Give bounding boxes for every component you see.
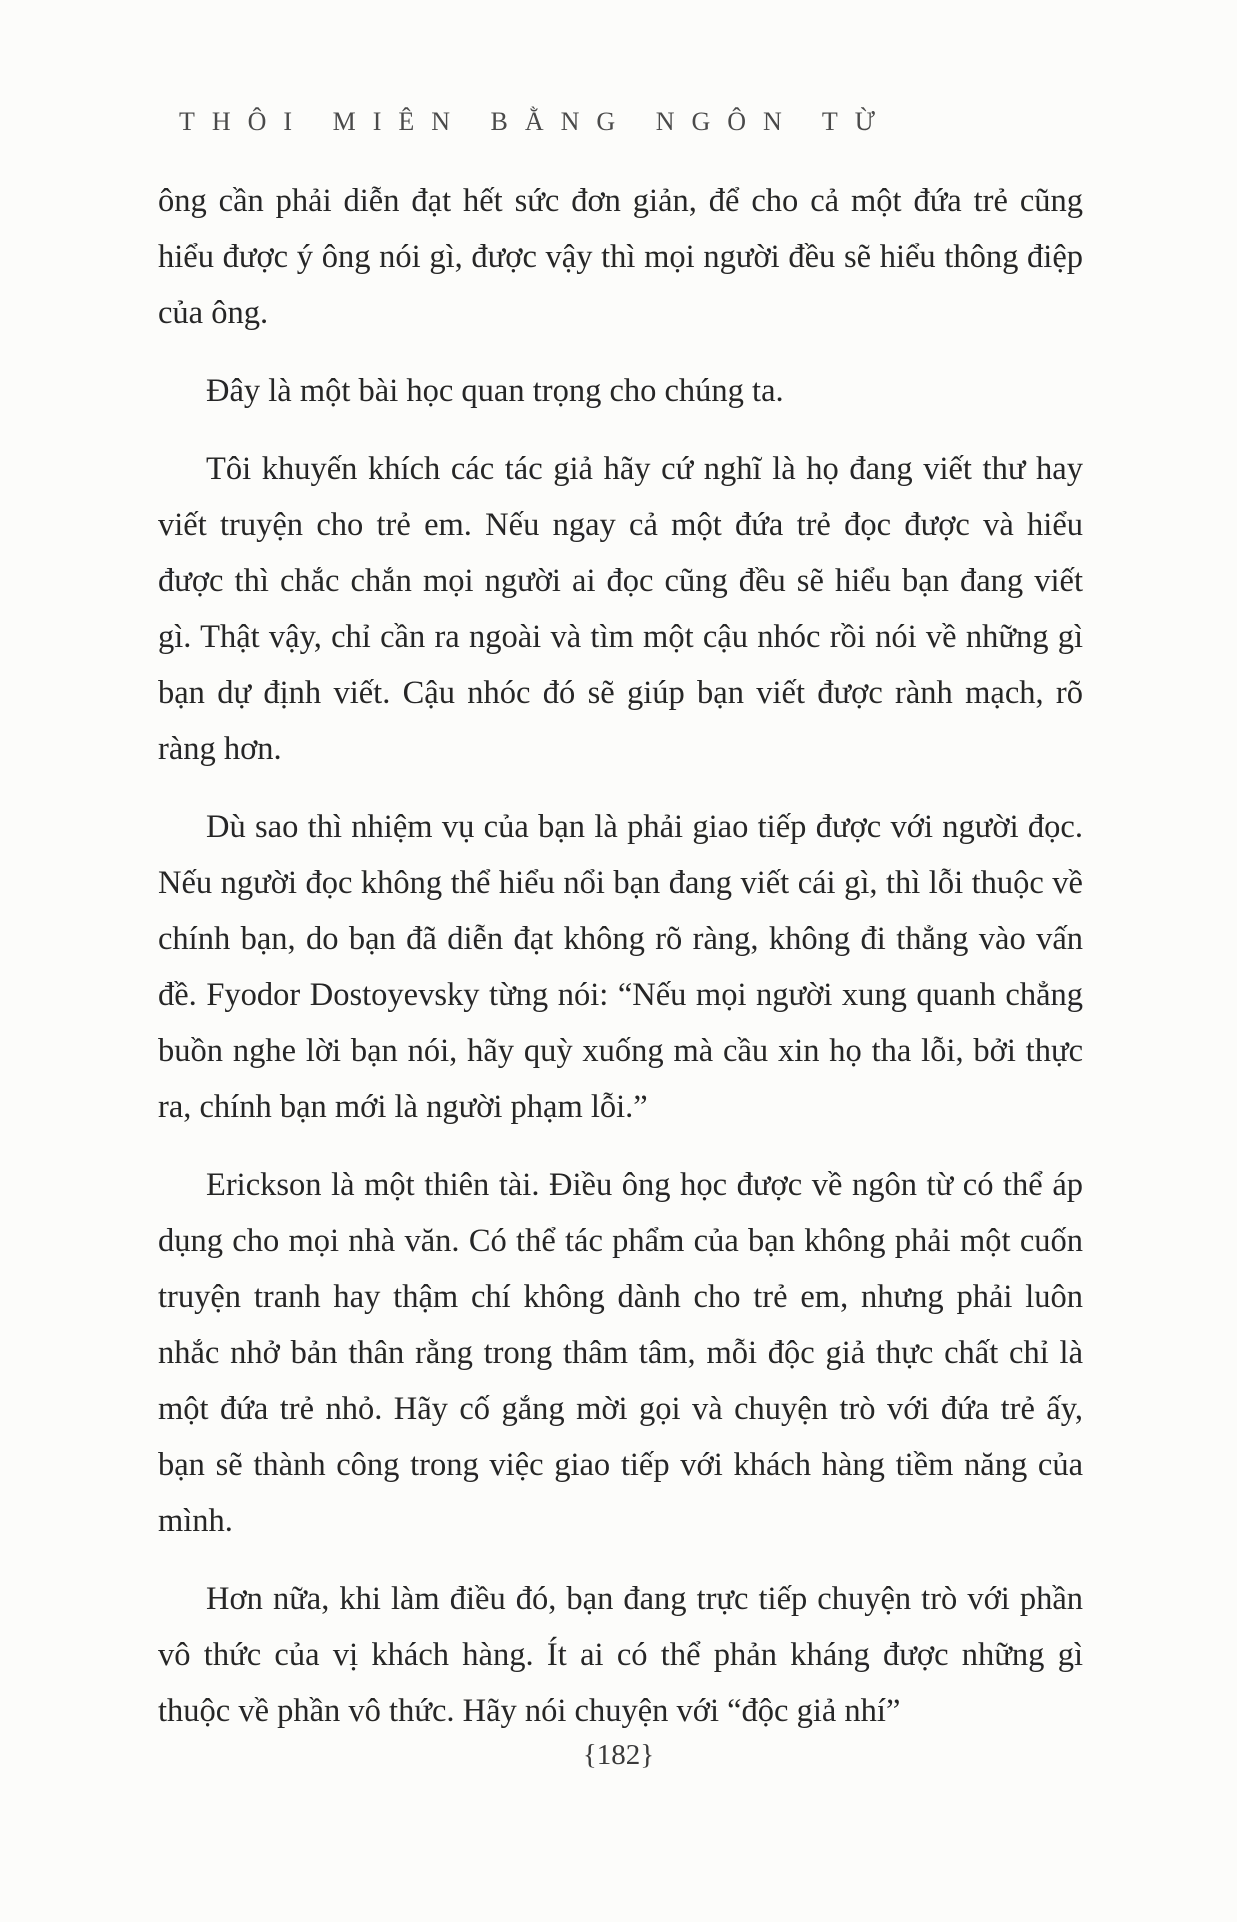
body-text (158, 173, 1083, 1761)
paragraph: Erickson là một thiên tài. Điều ông học được về ngôn từ có thể áp dụng cho mọi nhà văn. Có thể tác phẩm của bạn không phải một cuốn truyện tranh hay thậm chí không dành cho trẻ em, nhưng phải luôn nhắc nhở bản thân rằng trong thâm tâm, mỗi độc giả thực chất chỉ là một đứa trẻ nhỏ. Hãy cố gắng mời gọi và chuyện trò với đứa trẻ ấy, bạn sẽ thành công trong việc giao tiếp với khách hàng tiềm năng của mình. (158, 1167, 1083, 1539)
paragraph-continued: ông cần phải diễn đạt hết sức đơn giản, để cho cả một đứa trẻ cũng hiểu được ý ông nói gì, được vậy thì mọi người đều sẽ hiểu thông điệp của ông. (158, 183, 1083, 331)
page-number: {182} (582, 1739, 655, 1771)
paragraph: Hơn nữa, khi làm điều đó, bạn đang trực tiếp chuyện trò với phần vô thức của vị khách hàng. Ít ai có thể phản kháng được những gì thuộc về phần vô thức. Hãy nói chuyện với “độc giả nhí” (158, 1581, 1083, 1729)
paragraph: Đây là một bài học quan trọng cho chúng ta. (206, 373, 784, 409)
paragraph: Dù sao thì nhiệm vụ của bạn là phải giao tiếp được với người đọc. Nếu người đọc không thể hiểu nổi bạn đang viết cái gì, thì lỗi thuộc về chính bạn, do bạn đã diễn đạt không rõ ràng, không đi thẳng vào vấn đề. Fyodor Dostoyevsky từng nói: “Nếu mọi người xung quanh chẳng buồn nghe lời bạn nói, hãy quỳ xuống mà cầu xin họ tha lỗi, bởi thực ra, chính bạn mới là người phạm lỗi.” (158, 809, 1083, 1125)
running-header-title: THÔI MIÊN BẰNG NGÔN TỪ (179, 107, 892, 136)
paragraph: Tôi khuyến khích các tác giả hãy cứ nghĩ là họ đang viết thư hay viết truyện cho trẻ em. Nếu ngay cả một đứa trẻ đọc được và hiểu được thì chắc chắn mọi người ai đọc cũng đều sẽ hiểu bạn đang viết gì. Thật vậy, chỉ cần ra ngoài và tìm một cậu nhóc rồi nói về những gì bạn dự định viết. Cậu nhóc đó sẽ giúp bạn viết được rành mạch, rõ ràng hơn. (158, 451, 1083, 767)
